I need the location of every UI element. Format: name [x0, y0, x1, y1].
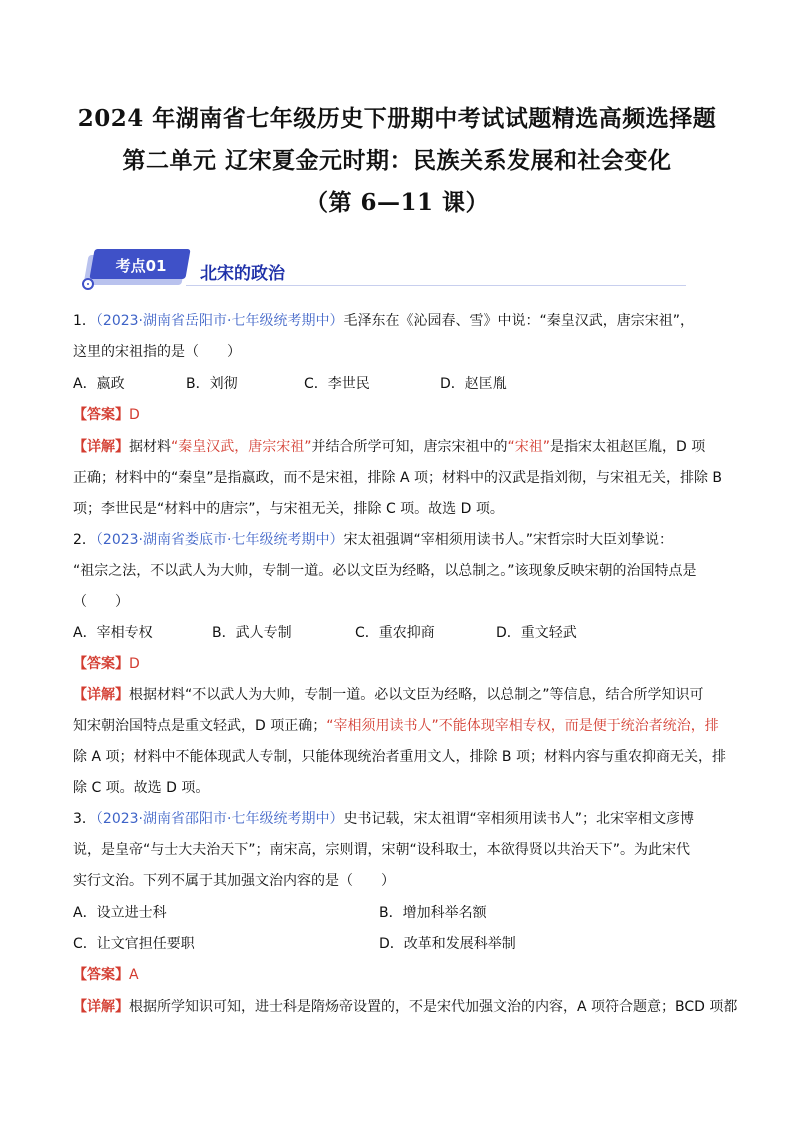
- q2-detail-line2: [73, 715, 733, 735]
- section-divider: [186, 285, 686, 286]
- q2-detail-label: 【详解】: [73, 687, 129, 703]
- q3-stem-line2: 说，是皇帝“与士大夫治天下”；南宋高，宗则谓，宋朝“设科取士，本欲得贤以共治天下”。为此宋代: [73, 842, 691, 858]
- q3-answer-label: 【答案】: [73, 967, 129, 983]
- q2-stem-text1: 宋太祖强调“宰相须用读书人。”宋哲宗时大臣刘挚说：: [343, 532, 673, 548]
- q1-detail-quote: “宋祖”: [507, 439, 551, 455]
- q2-option-a: A．宰相专权: [73, 625, 153, 641]
- doc-title-line2: 第二单元 辽宋夏金元时期：民族关系发展和社会变化: [122, 147, 672, 174]
- q1-option-b: B．刘彻: [186, 376, 238, 392]
- section-title: 北宋的政治: [200, 264, 285, 284]
- q3-answer-value: A: [129, 967, 139, 983]
- q3-source: （2023·湖南省邵阳市·七年级统考期中）: [95, 811, 344, 827]
- q2-option-b: B．武人专制: [212, 625, 292, 641]
- q1-answer-value: D: [129, 407, 140, 423]
- q1-detail-line3: 项；李世民是“材料中的唐宗”，与宋祖无关，排除 C 项。故选 D 项。: [73, 501, 504, 517]
- q1-option-a: A．嬴政: [73, 376, 125, 392]
- doc-title-line3: （第 6—11 课）: [304, 189, 490, 216]
- q2-stem-line3: （ ）: [73, 594, 129, 610]
- q1-stem-line1: [73, 310, 733, 330]
- q1-detail-label: 【详解】: [73, 439, 129, 455]
- q3-option-c: C．让文官担任要职: [73, 936, 195, 952]
- q3-answer: [73, 964, 733, 984]
- q2-detail-line1: [73, 684, 733, 704]
- q2-detail-quote: “宰相须用读书人”不能体现宰相专权，而是便于统治者统治，排: [326, 718, 719, 734]
- q3-detail-text: 根据所学知识可知，进士科是隋炀帝设置的，不是宋代加强文治的内容，A 项符合题意；BCD 项都: [129, 999, 738, 1015]
- q2-number: 2．: [73, 532, 96, 548]
- q2-stem-line2: “祖宗之法，不以武人为大帅，专制一道。必以文臣为经略，以总制之。”该现象反映宋朝的治国特点是: [73, 563, 697, 579]
- q1-number: 1．: [73, 313, 96, 329]
- q3-option-a: A．设立进士科: [73, 905, 167, 921]
- q2-answer-value: D: [129, 656, 140, 672]
- q2-option-d: D．重文轻武: [496, 625, 577, 641]
- q3-detail-label: 【详解】: [73, 999, 129, 1015]
- q1-detail-text: 据材料: [129, 439, 171, 455]
- q1-option-c: C．李世民: [304, 376, 370, 392]
- q2-option-c: C．重农抑商: [355, 625, 435, 641]
- q3-stem-line1: [73, 808, 733, 828]
- q2-answer: [73, 653, 733, 673]
- circle-bullet-icon: [82, 278, 94, 290]
- q3-number: 3．: [73, 811, 96, 827]
- q1-stem-line2: 这里的宋祖指的是（ ）: [73, 344, 241, 360]
- q3-option-d: D．改革和发展科举制: [379, 936, 516, 952]
- doc-title-line1: 2024 年湖南省七年级历史下册期中考试试题精选高频选择题: [77, 105, 717, 132]
- q2-detail-text: 知宋朝治国特点是重文轻武，D 项正确；: [73, 718, 327, 734]
- q2-stem-line1: [73, 529, 733, 549]
- q2-detail-line3: 除 A 项；材料中不能体现武人专制，只能体现统治者重用文人，排除 B 项；材料内容与重农抑商无关，排: [73, 749, 726, 765]
- q3-stem-line3: 实行文治。下列不属于其加强文治内容的是（ ）: [73, 873, 395, 889]
- q2-source: （2023·湖南省娄底市·七年级统考期中）: [95, 532, 344, 548]
- section-badge-label: 考点01: [115, 257, 167, 275]
- q1-stem-text1: 毛泽东在《沁园春、雪》中说：“秦皇汉武，唐宗宋祖”，: [343, 313, 694, 329]
- q3-option-b: B．增加科举名额: [379, 905, 487, 921]
- q3-stem-text1: 史书记载，宋太祖谓“宰相须用读书人”；北宋宰相文彦博: [343, 811, 694, 827]
- q1-detail-line2: 正确；材料中的“秦皇”是指嬴政，而不是宋祖，排除 A 项；材料中的汉武是指刘彻，与宋祖无关，排除 B: [73, 470, 723, 486]
- q1-answer: [73, 404, 733, 424]
- q2-answer-label: 【答案】: [73, 656, 129, 672]
- q1-option-d: D．赵匡胤: [440, 376, 507, 392]
- q1-detail-text: 是指宋太祖赵匡胤，D 项: [550, 439, 706, 455]
- q1-answer-label: 【答案】: [73, 407, 129, 423]
- q1-detail-line1: [73, 436, 733, 456]
- q2-detail-text: 根据材料“不以武人为大帅，专制一道。必以文臣为经略，以总制之”等信息，结合所学知识可: [129, 687, 704, 703]
- q1-detail-quote: “秦皇汉武，唐宗宋祖”: [171, 439, 312, 455]
- q3-detail-line1: [73, 996, 738, 1016]
- q1-detail-text: 并结合所学可知，唐宗宋祖中的: [311, 439, 508, 455]
- q1-source: （2023·湖南省岳阳市·七年级统考期中）: [95, 313, 344, 329]
- section-header: [82, 247, 682, 293]
- q2-detail-line4: 除 C 项。故选 D 项。: [73, 780, 210, 796]
